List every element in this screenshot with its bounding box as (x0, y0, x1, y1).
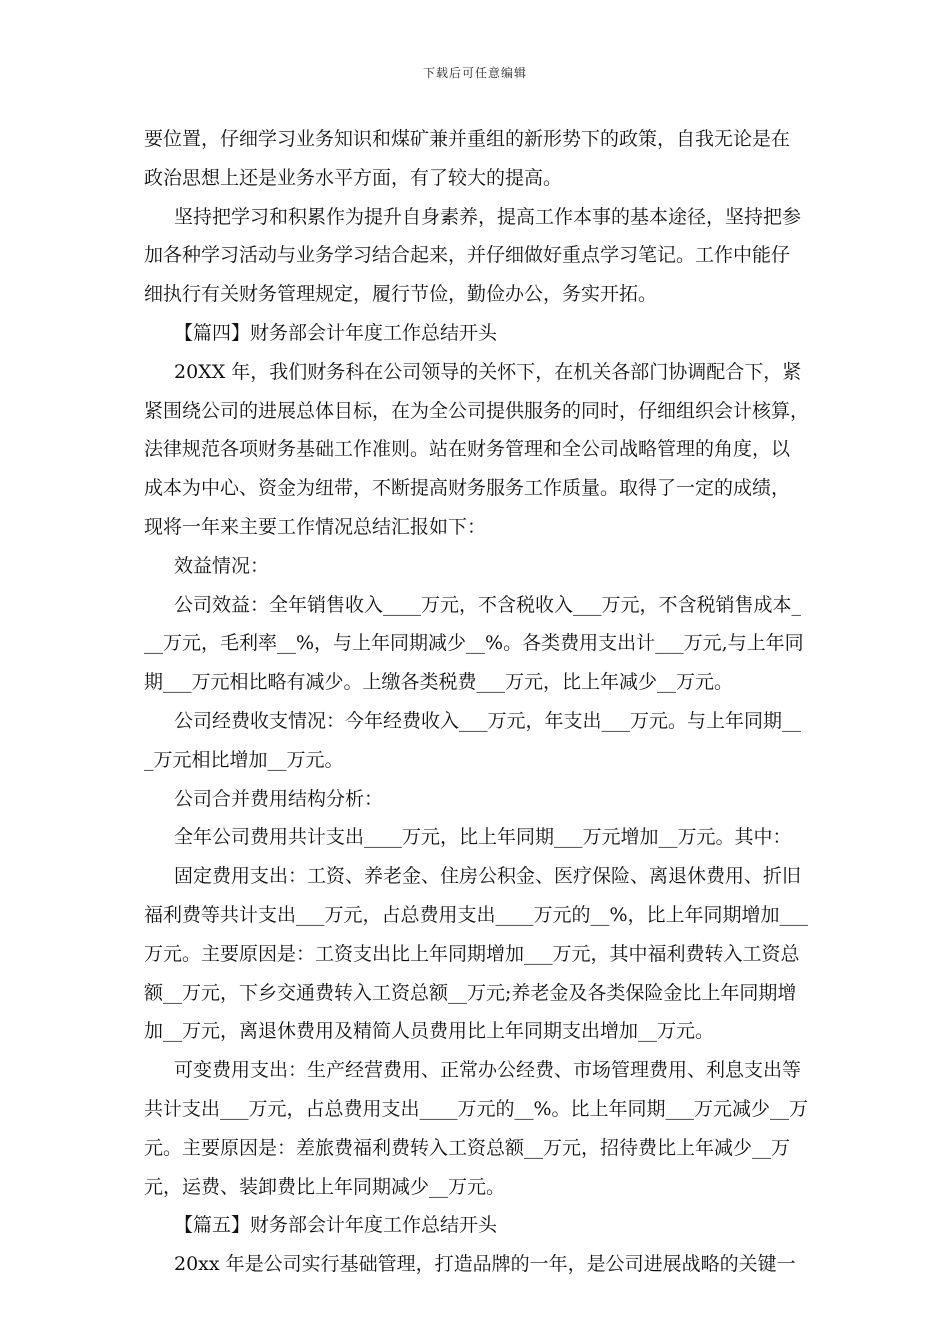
text-line: 加各种学习活动与业务学习结合起来，并仔细做好重点学习笔记。工作中能仔 (144, 244, 791, 267)
text-line: 额__万元，下乡交通费转入工资总额__万元;养老金及各类保险金比上年同期增 (144, 981, 797, 1004)
text-line: 加__万元，离退休费用及精简人员费用比上年同期支出增加__万元。 (144, 1020, 715, 1043)
text-line: 现将一年来主要工作情况总结汇报如下： (144, 515, 487, 538)
document-body (144, 120, 812, 1284)
text-line: 共计支出___万元，占总费用支出____万元的__%。比上年同期___万元减少__万 (144, 1097, 809, 1120)
text-line: 效益情况： (174, 554, 270, 577)
text-line: 坚持把学习和积累作为提升自身素养，提高工作本事的基本途径，坚持把参 (174, 205, 802, 228)
text-line: 【篇五】财务部会计年度工作总结开头 (174, 1214, 498, 1237)
text-line: 福利费等共计支出___万元，占总费用支出____万元的__%，比上年同期增加___ (144, 903, 809, 926)
text-line: 可变费用支出：生产经营费用、正常办公经费、市场管理费用、利息支出等 (174, 1059, 802, 1082)
page-header: 下载后可任意编辑 (422, 66, 527, 80)
text-line: 元。主要原因是：差旅费福利费转入工资总额__万元，招待费比上年减少__万 (144, 1136, 791, 1159)
text-line: 元，运费、装卸费比上年同期减少__万元。 (144, 1175, 506, 1198)
text-line: 成本为中心、资金为纽带，不断提高财务服务工作质量。取得了一定的成绩， (144, 477, 791, 500)
text-line: 万元。主要原因是：工资支出比上年同期增加___万元，其中福利费转入工资总 (144, 942, 800, 965)
text-line: 【篇四】财务部会计年度工作总结开头 (174, 321, 498, 344)
text-line: 全年公司费用共计支出____万元，比上年同期___万元增加__万元。其中： (174, 826, 792, 849)
text-line: 20xx 年是公司实行基础管理，打造品牌的一年，是公司进展战略的关键一 (174, 1253, 796, 1276)
text-line: 公司合并费用结构分析： (174, 787, 384, 810)
text-line: 紧围绕公司的进展总体目标，在为全公司提供服务的同时，仔细组织会计核算， (144, 399, 810, 422)
text-line: 细执行有关财务管理规定，履行节俭，勤俭办公，务实开拓。 (144, 283, 658, 306)
text-line: 20XX 年，我们财务科在公司领导的关怀下，在机关各部门协调配合下，紧 (174, 360, 802, 383)
text-line: 固定费用支出：工资、养老金、住房公积金、医疗保险、离退休费用、折旧 (174, 865, 802, 888)
text-line: 期___万元相比略有减少。上缴各类税费___万元，比上年减少__万元。 (144, 671, 734, 694)
text-line: 要位置，仔细学习业务知识和煤矿兼并重组的新形势下的政策，自我无论是在 (144, 128, 791, 150)
text-line: 法律规范各项财务基础工作准则。站在财务管理和全公司战略管理的角度，以 (144, 438, 791, 461)
text-line: __万元，毛利率__%，与上年同期减少__%。各类费用支出计___万元,与上年同 (144, 632, 804, 655)
text-line: 公司经费收支情况：今年经费收入___万元，年支出___万元。与上年同期__ (174, 709, 802, 732)
text-line: _万元相比增加__万元。 (144, 748, 344, 771)
text-line: 公司效益：全年销售收入____万元，不含税收入___万元，不含税销售成本_ (174, 593, 802, 616)
text-line: 政治思想上还是业务水平方面，有了较大的提高。 (144, 166, 563, 189)
